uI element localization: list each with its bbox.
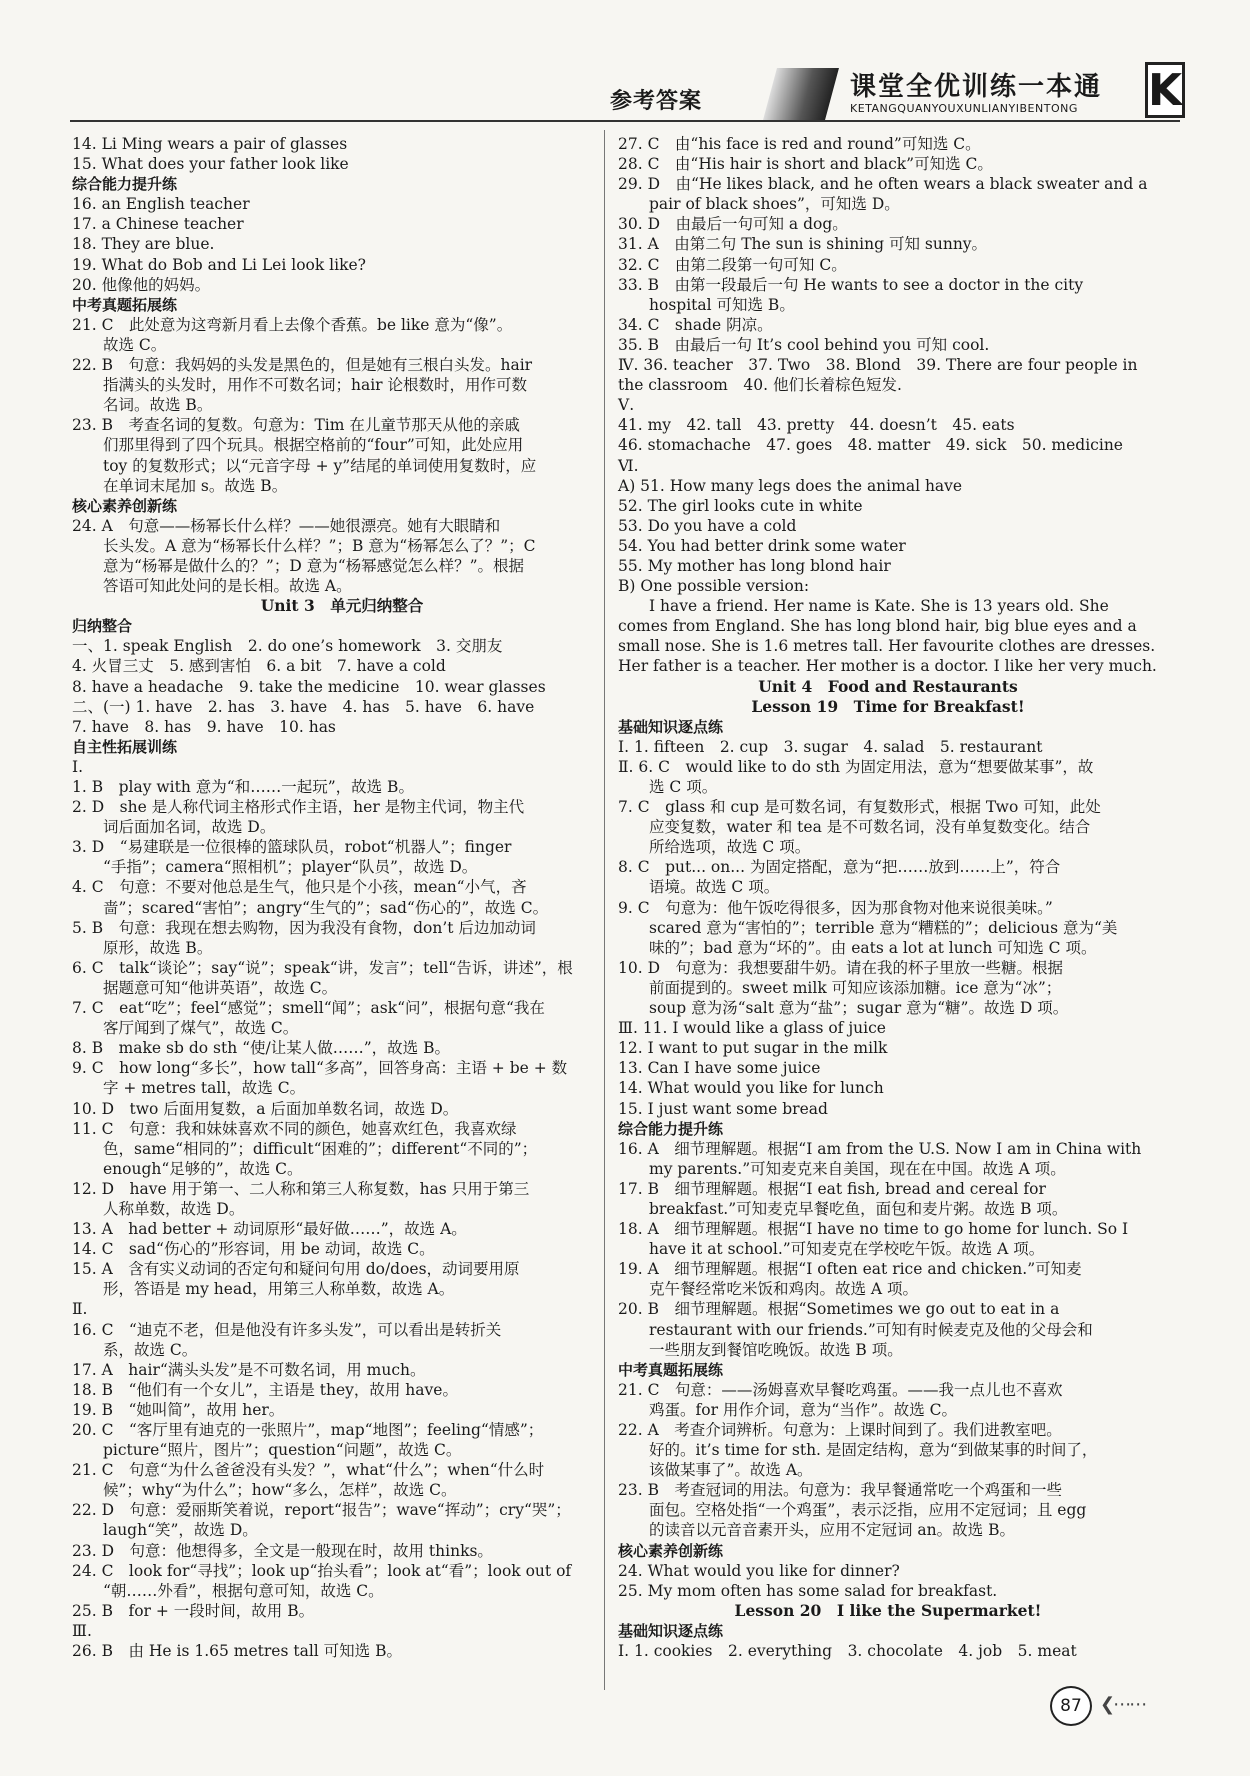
answer-line: 18. A 细节理解题。根据“I have no time to go home for lunch. So I <box>618 1220 1129 1239</box>
answer-line: 13. Can I have some juice <box>618 1059 821 1078</box>
section-heading: 基础知识逐点练 <box>618 1621 724 1640</box>
answer-line: 28. C 由“His hair is short and black”可知选 C。 <box>618 155 993 174</box>
unit-heading: Lesson 20 I like the Supermarket! <box>734 1600 1042 1620</box>
answer-line: 前面提到的。sweet milk 可知应该添加糖。ice 意为“冰”； <box>618 978 1062 997</box>
answer-line: 17. B 细节理解题。根据“I eat fish, bread and cereal for <box>618 1179 1046 1198</box>
answer-line: 31. A 由第二句 The sun is shining 可知 sunny。 <box>618 235 988 254</box>
answer-line: 名词。故选 B。 <box>72 396 213 415</box>
answer-line: Ⅱ. 6. C would like to do sth 为固定用法，意为“想要做某事”，故 <box>618 757 1094 776</box>
answer-line: 24. A 句意——杨幂长什么样？——她很漂亮。她有大眼睛和 <box>72 516 501 535</box>
answer-line: 味的”；bad 意为“坏的”。由 eats a lot at lunch 可知选 C 项。 <box>618 938 1097 957</box>
answer-line: 在单词末尾加 s。故选 B。 <box>72 476 288 495</box>
answer-line: 鸡蛋。for 用作介词，意为“当作”。故选 C。 <box>618 1400 958 1419</box>
answer-line: 17. a Chinese teacher <box>72 215 244 234</box>
answer-line: 15. I just want some bread <box>618 1099 828 1118</box>
answer-line: 9. C 句意为：他午饭吃得很多，因为那食物对他来说很美味。” <box>618 898 1053 917</box>
answer-line: 8. B make sb do sth “使/让某人做……”，故选 B。 <box>72 1039 451 1058</box>
answer-line: 54. You had better drink some water <box>618 536 906 555</box>
answer-line: Ⅳ. 36. teacher 37. Two 38. Blond 39. There are four people in <box>618 356 1138 375</box>
answer-line: 一些朋友到餐馆吃晚饭。故选 B 项。 <box>618 1340 903 1359</box>
answer-line: 14. Li Ming wears a pair of glasses <box>72 135 348 153</box>
answer-line: 12. D have 用于第一、二人称和第三人称复数，has 只用于第三 <box>72 1179 530 1198</box>
answer-line: 故选 C。 <box>72 335 167 354</box>
answer-line: 8. C put... on... 为固定搭配，意为“把……放到……上”，符合 <box>618 858 1061 877</box>
answer-line: 25. B for + 一段时间，故用 B。 <box>72 1601 315 1620</box>
section-heading: 归纳整合 <box>72 617 133 636</box>
header-decor-bar <box>763 68 839 120</box>
answer-line: 20. B 细节理解题。根据“Sometimes we go out to eat in a <box>618 1300 1060 1319</box>
answer-line: 23. B 考查冠词的用法。句意为：我早餐通常吃一个鸡蛋和一些 <box>618 1481 1062 1500</box>
answer-line: 2. D she 是人称代词主格形式作主语，her 是物主代词，物主代 <box>72 798 525 817</box>
section-heading: 综合能力提升练 <box>618 1119 724 1138</box>
right-column <box>618 134 1158 1661</box>
answer-line: 选 C 项。 <box>618 778 718 796</box>
answer-line: 15. A 含有实义动词的否定句和疑问句用 do/does，动词要用原 <box>72 1260 520 1279</box>
answer-line: 7. C eat“吃”；feel“感觉”；smell“闻”；ask“问”，根据句意“我在 <box>72 999 545 1018</box>
answer-line: laugh“笑”，故选 D。 <box>72 1521 258 1540</box>
brand-logo-icon: K <box>1145 62 1185 118</box>
answer-line: 啬”；scared“害怕”；angry“生气的”；sad“伤心的”，故选 C。 <box>72 898 549 917</box>
book-title-pinyin: KETANGQUANYOUXUNLIANYIBENTONG <box>850 102 1078 115</box>
answer-line: 好的。it’s time for sth. 是固定结构，意为“到做某事的时间了， <box>618 1441 1098 1460</box>
answer-line: 字 + metres tall，故选 C。 <box>72 1079 306 1098</box>
answer-line: 人称单数，故选 D。 <box>72 1199 245 1218</box>
answer-line: 19. A 细节理解题。根据“I often eat rice and chicken.”可知麦 <box>618 1260 1082 1279</box>
answer-line: 18. B “他们有一个女儿”，主语是 they，故用 have。 <box>72 1380 458 1399</box>
answer-line: 面包。空格处指“一个鸡蛋”，表示泛指，应用不定冠词；且 egg <box>618 1501 1087 1520</box>
answer-line: 23. B 考查名词的复数。句意为：Tim 在儿童节那天从他的亲戚 <box>72 416 520 435</box>
answer-line: 原形，故选 B。 <box>72 938 213 957</box>
answer-line: 1. B play with 意为“和……一起玩”，故选 B。 <box>72 778 414 796</box>
answer-line: 克午餐经常吃米饭和鸡肉。故选 A 项。 <box>618 1280 919 1299</box>
answer-line: 32. C 由第二段第一句可知 C。 <box>618 255 847 274</box>
page-footer <box>1050 1686 1180 1726</box>
answer-line: small nose. She is 1.6 metres tall. Her favourite clothes are dresses. <box>618 637 1156 656</box>
answer-line: 二、(一) 1. have 2. has 3. have 4. has 5. have 6. have <box>72 697 535 716</box>
answer-line: breakfast.”可知麦克早餐吃鱼，面包和麦片粥。故选 B 项。 <box>618 1199 1068 1218</box>
answer-line: 该做某事了”。故选 A。 <box>618 1461 813 1480</box>
answer-line: 16. C “迪克不老，但是他没有许多头发”，可以看出是转折关 <box>72 1320 502 1339</box>
header-label: 参考答案 <box>610 89 703 114</box>
answer-line: hospital 可知选 B。 <box>618 295 795 314</box>
unit-heading: Lesson 19 Time for Breakfast! <box>751 696 1025 716</box>
answer-line: Ⅰ. 1. fifteen 2. cup 3. sugar 4. salad 5. restaurant <box>618 737 1043 756</box>
answer-line: Ⅵ. <box>618 456 639 475</box>
section-heading: 核心素养创新练 <box>618 1541 724 1560</box>
answer-line: toy 的复数形式；以“元音字母 + y”结尾的单词使用复数时，应 <box>72 456 537 475</box>
answer-line: 据题意可知“他讲英语”，故选 C。 <box>72 978 338 997</box>
answer-line: 3. D “易建联是一位很棒的篮球队员，robot“机器人”；finger <box>72 838 512 857</box>
answer-line: 6. C talk“谈论”；say“说”；speak“讲，发言”；tell“告诉，讲述”，根 <box>72 958 573 977</box>
answer-line: 5. B 句意：我现在想去购物，因为我没有食物，don’t 后边加动词 <box>72 918 536 937</box>
header-rule <box>70 120 1180 122</box>
answer-line: 21. C 此处意为这弯新月看上去像个香蕉。be like 意为“像”。 <box>72 315 513 334</box>
section-heading: 综合能力提升练 <box>72 175 178 194</box>
answer-line: 形，答语是 my head，用第三人称单数，故选 A。 <box>72 1280 455 1299</box>
answer-line: 的读音以元音音素开头，应用不定冠词 an。故选 B。 <box>618 1521 1015 1540</box>
answer-line: 22. D 句意：爱丽斯笑着说，report“报告”；wave“挥动”；cry“哭”； <box>72 1501 571 1520</box>
answer-line: 41. my 42. tall 43. pretty 44. doesn’t 45. eats <box>618 416 1015 435</box>
answer-line: 13. A had better + 动词原形“最好做……”，故选 A。 <box>72 1220 467 1239</box>
answer-line: 4. 火冒三丈 5. 感到害怕 6. a bit 7. have a cold <box>72 657 446 676</box>
answer-line: 20. C “客厅里有迪克的一张照片”，map“地图”；feeling“情感”； <box>72 1421 544 1439</box>
answer-line: 词后面加名词，故选 D。 <box>72 818 276 837</box>
answer-line: my parents.”可知麦克来自美国，现在在中国。故选 A 项。 <box>618 1159 1066 1178</box>
answer-line: 7. have 8. has 9. have 10. has <box>72 717 336 736</box>
left-column <box>72 134 612 1661</box>
answer-line: 21. C 句意“为什么爸爸没有头发？”，what“什么”；when“什么时 <box>72 1461 545 1480</box>
answer-line: 29. D 由“He likes black, and he often wears a black sweater and a <box>618 175 1148 194</box>
answer-line: 指满头的头发时，用作不可数名词；hair 论根数时，用作可数 <box>72 376 528 395</box>
answer-line: 语境。故选 C 项。 <box>618 878 780 897</box>
answer-line: 15. What does your father look like <box>72 155 349 174</box>
answer-line: 16. A 细节理解题。根据“I am from the U.S. Now I am in China with <box>618 1139 1142 1158</box>
answer-line: 52. The girl looks cute in white <box>618 496 863 515</box>
answer-line: 17. A hair“满头头发”是不可数名词，用 much。 <box>72 1360 426 1379</box>
answer-line: 11. C 句意：我和妹妹喜欢不同的颜色，她喜欢红色，我喜欢绿 <box>72 1119 517 1138</box>
book-title: 课堂全优训练一本通 <box>850 72 1103 102</box>
section-heading: 基础知识逐点练 <box>618 717 724 736</box>
answer-line: 30. D 由最后一句可知 a dog。 <box>618 215 848 234</box>
answer-line: 27. C 由“his face is red and round”可知选 C。 <box>618 135 981 153</box>
answer-line: Her father is a teacher. Her mother is a doctor. I like her very much. <box>618 657 1157 676</box>
answer-line: Ⅰ. <box>72 757 84 776</box>
answer-line: 客厅闻到了煤气”，故选 C。 <box>72 1019 299 1038</box>
answer-line: 34. C shade 阴凉。 <box>618 315 773 334</box>
unit-heading: Unit 4 Food and Restaurants <box>758 676 1018 696</box>
answer-line: 25. My mom often has some salad for breakfast. <box>618 1581 998 1600</box>
answer-line: 21. C 句意：——汤姆喜欢早餐吃鸡蛋。——我一点儿也不喜欢 <box>618 1380 1063 1399</box>
answer-line: 14. C sad“伤心的”形容词，用 be 动词，故选 C。 <box>72 1240 435 1259</box>
answer-line: Ⅲ. <box>72 1621 92 1640</box>
answer-line: have it at school.”可知麦克在学校吃午饭。故选 A 项。 <box>618 1240 1045 1259</box>
answer-line: 24. What would you like for dinner? <box>618 1561 900 1580</box>
answer-line: 22. B 句意：我妈妈的头发是黑色的，但是她有三根白头发。hair <box>72 356 533 375</box>
answer-line: “手指”；camera“照相机”；player“队员”，故选 D。 <box>72 858 478 877</box>
answer-line: 长头发。A 意为“杨幂长什么样？”；B 意为“杨幂怎么了？”；C <box>72 536 536 555</box>
answer-line: 14. What would you like for lunch <box>618 1079 884 1098</box>
page-header <box>70 62 1183 124</box>
answer-line: 23. D 句意：他想得多，全文是一般现在时，故用 thinks。 <box>72 1541 493 1560</box>
answer-line: 9. C how long“多长”，how tall“多高”，回答身高：主语 + be + 数 <box>72 1059 568 1078</box>
answer-line: 35. B 由最后一句 It’s cool behind you 可知 cool. <box>618 335 990 354</box>
answer-line: Ⅴ. <box>618 396 635 415</box>
answer-line: 33. B 由第一段最后一句 He wants to see a doctor in the city <box>618 275 1084 294</box>
answer-line: 12. I want to put sugar in the milk <box>618 1039 888 1058</box>
answer-line: 候”；why“为什么”；how“多么，怎样”，故选 C。 <box>72 1481 457 1500</box>
answer-line: 7. C glass 和 cup 是可数名词，有复数形式，根据 Two 可知，此处 <box>618 798 1101 817</box>
unit-heading: Unit 3 单元归纳整合 <box>260 596 424 616</box>
answer-line: 16. an English teacher <box>72 195 250 214</box>
answer-line: 53. Do you have a cold <box>618 516 797 535</box>
answer-line: 55. My mother has long blond hair <box>618 556 891 575</box>
answer-line: 18. They are blue. <box>72 235 215 254</box>
answer-line: 应变复数，water 和 tea 是不可数名词，没有单复数变化。结合 <box>618 818 1091 837</box>
section-heading: 中考真题拓展练 <box>72 295 178 314</box>
answer-line: the classroom 40. 他们长着棕色短发. <box>618 376 902 395</box>
answer-line: picture“照片，图片”；question“问题”，故选 C。 <box>72 1441 462 1460</box>
answer-line: 们那里得到了四个玩具。根据空格前的“four”可知，此处应用 <box>72 436 524 455</box>
section-heading: 自主性拓展训练 <box>72 737 178 756</box>
answer-line: 24. C look for“寻找”；look up“抬头看”；look at“看”；look out of <box>72 1561 572 1580</box>
answer-line: 26. B 由 He is 1.65 metres tall 可知选 B。 <box>72 1642 402 1661</box>
section-heading: 核心素养创新练 <box>72 496 178 515</box>
answer-line: I have a friend. Her name is Kate. She is 13 years old. She <box>618 597 1109 616</box>
answer-line: 46. stomachache 47. goes 48. matter 49. sick 50. medicine <box>618 436 1123 455</box>
answer-line: 一、1. speak English 2. do one’s homework 3. 交朋友 <box>72 637 503 656</box>
page-number: 87 <box>1050 1686 1092 1726</box>
answer-line: restaurant with our friends.”可知有时候麦克及他的父母会和 <box>618 1320 1093 1339</box>
answer-line: 系，故选 C。 <box>72 1340 198 1359</box>
answer-line: pair of black shoes”，可知选 D。 <box>618 195 900 214</box>
answer-line: 20. 他像他的妈妈。 <box>72 275 211 294</box>
answer-line: scared 意为“害怕的”；terrible 意为“糟糕的”；delicious 意为“美 <box>618 918 1118 937</box>
answer-line: enough“足够的”，故选 C。 <box>72 1159 303 1178</box>
answer-line: 答语可知此处问的是长相。故选 A。 <box>72 577 352 596</box>
answer-line: Ⅰ. 1. cookies 2. everything 3. chocolate 4. job 5. meat <box>618 1642 1077 1661</box>
answer-line: “朝……外看”，根据句意可知，故选 C。 <box>72 1581 384 1600</box>
answer-line: 22. A 考查介词辨析。句意为：上课时间到了。我们进教室吧。 <box>618 1421 1062 1439</box>
answer-line: Ⅲ. 11. I would like a glass of juice <box>618 1019 886 1038</box>
answer-line: 4. C 句意：不要对他总是生气，他只是个小孩，mean“小气，吝 <box>72 878 527 897</box>
answer-line: 意为“杨幂是做什么的？”；D 意为“杨幂感觉怎么样？”。根据 <box>72 556 525 575</box>
answer-line: 19. What do Bob and Li Lei look like? <box>72 255 366 274</box>
answer-line: comes from England. She has long blond hair, big blue eyes and a <box>618 617 1137 636</box>
answer-line: 19. B “她叫简”，故用 her。 <box>72 1400 285 1419</box>
answer-line: 10. D two 后面用复数，a 后面加单数名词，故选 D。 <box>72 1099 459 1118</box>
section-heading: 中考真题拓展练 <box>618 1360 724 1379</box>
answer-line: 色，same“相同的”；difficult“困难的”；different“不同的”； <box>72 1139 538 1158</box>
answer-line: 8. have a headache 9. take the medicine 10. wear glasses <box>72 677 546 696</box>
answer-line: A) 51. How many legs does the animal have <box>618 476 963 495</box>
answer-line: 10. D 句意为：我想要甜牛奶。请在我的杯子里放一些糖。根据 <box>618 958 1064 977</box>
answer-line: Ⅱ. <box>72 1300 88 1319</box>
answer-line: 所给选项，故选 C 项。 <box>618 838 811 857</box>
answer-line: B) One possible version: <box>618 577 810 596</box>
answer-line: soup 意为汤“salt 意为“盐”；sugar 意为“糖”。故选 D 项。 <box>618 999 1069 1018</box>
arrow-left-dots-icon: ❮⋯⋯ <box>1100 1694 1146 1715</box>
